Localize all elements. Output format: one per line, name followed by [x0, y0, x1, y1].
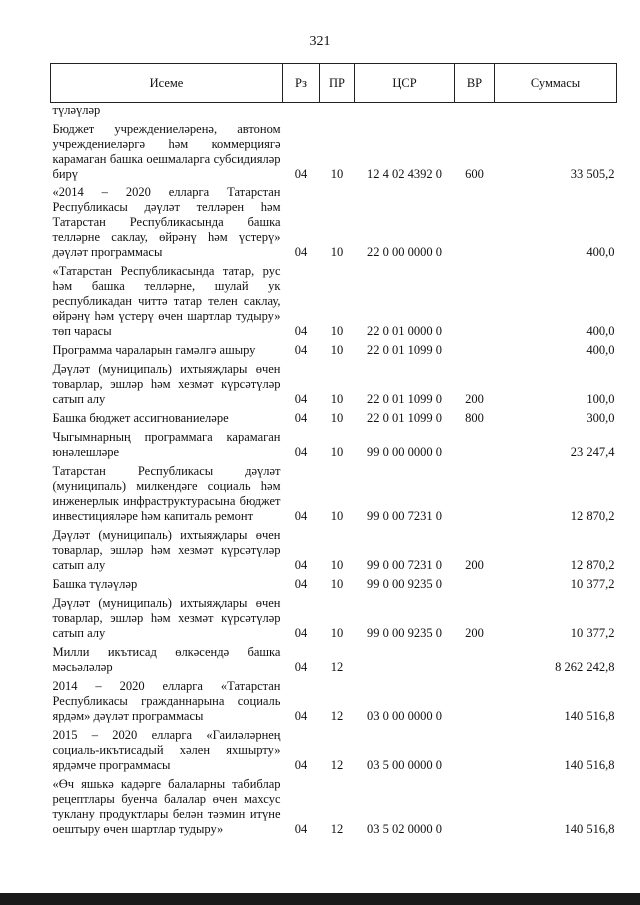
row-name: Татарстан Республикасы дәүләт (муниципаль) милкендәге социаль һәм инженерлык инфраструктурасына бюджет инвестицияләре һәм капиталь ремонт: [52, 464, 281, 523]
row-rz: 04: [294, 822, 308, 836]
row-vr: [455, 460, 495, 524]
row-csr: 22 0 01 0000 0: [367, 324, 442, 338]
header-rz: Рз: [283, 64, 320, 103]
row-csr: 22 0 00 0000 0: [367, 245, 442, 259]
row-name: Дәүләт (муниципаль) ихтыяҗлары өчен товарлар, эшләр һәм хезмәт күрсәтүләр сатып алу: [52, 596, 281, 640]
row-csr: 03 5 02 0000 0: [367, 822, 442, 836]
row-sum: 10 377,2: [570, 626, 615, 640]
row-name: Дәүләт (муниципаль) ихтыяҗлары өчен товарлар, эшләр һәм хезмәт күрсәтүләр сатып алу: [52, 362, 281, 406]
row-csr: [355, 641, 455, 675]
row-csr: 03 5 00 0000 0: [367, 758, 442, 772]
row-vr: 800: [465, 411, 484, 425]
header-csr: ЦСР: [355, 64, 455, 103]
row-vr: [455, 724, 495, 773]
row-pr: [320, 103, 355, 119]
row-rz: [283, 103, 320, 119]
row-name: 2014 – 2020 елларга «Татарстан Республикасы гражданнарына социаль ярдәм» дәүләт программасы: [52, 679, 281, 723]
row-csr: 99 0 00 0000 0: [367, 445, 442, 459]
table-row: [51, 339, 617, 358]
row-pr: 10: [330, 343, 344, 357]
row-sum: 140 516,8: [564, 758, 615, 772]
row-sum: 140 516,8: [564, 709, 615, 723]
table-row: [51, 358, 617, 407]
header-sum: Суммасы: [495, 64, 617, 103]
row-name: «2014 – 2020 елларга Татарстан Республикасы дәүләт телләрен һәм Татарстан Республикасында башка телләрне саклау, өйрәнү һәм үстерү» дәүләт программасы: [52, 185, 281, 259]
header-vr: ВР: [455, 64, 495, 103]
header-pr: ПР: [320, 64, 355, 103]
row-vr: [455, 260, 495, 339]
table-row: [51, 407, 617, 426]
row-vr: [455, 103, 495, 119]
row-name: «Татарстан Республикасында татар, рус һәм башка телләрне, шулай ук республикадан читтә татар телен саклау, өйрәнү һәм үстерү өчен шартлар тудыру» төп чарасы: [52, 264, 281, 338]
row-vr: 200: [465, 558, 484, 572]
row-rz: 04: [294, 660, 308, 674]
row-sum: 400,0: [586, 245, 615, 259]
row-vr: 200: [465, 392, 484, 406]
row-pr: 10: [330, 411, 344, 425]
row-name: түләүләр: [52, 103, 101, 117]
row-sum: 300,0: [586, 411, 615, 425]
table-row: [51, 103, 617, 119]
row-name: Башка бюджет ассигнованиеләре: [52, 411, 229, 425]
row-rz: 04: [294, 167, 308, 181]
table-header: [51, 64, 617, 103]
row-pr: 10: [330, 445, 344, 459]
table-row: [51, 675, 617, 724]
row-rz: 04: [294, 577, 308, 591]
scan-bottom-edge: [0, 893, 640, 905]
row-pr: 10: [330, 626, 344, 640]
table-row: [51, 182, 617, 260]
row-name: «Өч яшькә кадәрге балаларны табиблар рецептлары буенча балалар өчен махсус туклану продуктлары белән тәэмин итүне оештыру өчен шартлар тудыру»: [52, 777, 281, 836]
row-rz: 04: [294, 709, 308, 723]
row-sum: 400,0: [586, 324, 615, 338]
row-vr: 200: [465, 626, 484, 640]
row-name: Дәүләт (муниципаль) ихтыяҗлары өчен товарлар, эшләр һәм хезмәт күрсәтүләр сатып алу: [52, 528, 281, 572]
row-sum: 8 262 242,8: [555, 660, 615, 674]
row-rz: 04: [294, 245, 308, 259]
table-row: [51, 592, 617, 641]
row-sum: 400,0: [586, 343, 615, 357]
row-rz: 04: [294, 509, 308, 523]
row-vr: [455, 339, 495, 358]
table-body: [51, 103, 617, 838]
header-row: [51, 64, 617, 103]
table-row: [51, 773, 617, 837]
table-row: [51, 524, 617, 573]
row-sum: 100,0: [586, 392, 615, 406]
row-pr: 10: [330, 577, 344, 591]
row-sum: 12 870,2: [570, 509, 615, 523]
row-csr: 03 0 00 0000 0: [367, 709, 442, 723]
row-pr: 10: [330, 167, 344, 181]
table-row: [51, 426, 617, 460]
row-name: Милли икътисад өлкәсендә башка мәсьәләләр: [52, 645, 281, 674]
row-pr: 10: [330, 392, 344, 406]
row-rz: 04: [294, 343, 308, 357]
row-name: Чыгымнарның программага карамаган юнәлешләре: [52, 430, 281, 459]
row-csr: 99 0 00 7231 0: [367, 509, 442, 523]
row-pr: 10: [330, 558, 344, 572]
row-pr: 10: [330, 324, 344, 338]
table-row: [51, 573, 617, 592]
row-vr: [455, 573, 495, 592]
row-rz: 04: [294, 558, 308, 572]
row-sum: 33 505,2: [570, 167, 615, 181]
table-row: [51, 641, 617, 675]
row-sum: [495, 103, 617, 119]
row-name: 2015 – 2020 елларга «Гаиләләрнең социаль-икътисадый хәлен яхшырту» ярдәмче программасы: [52, 728, 281, 772]
row-name: Программа чараларын гамәлгә ашыру: [52, 343, 256, 357]
row-csr: 99 0 00 9235 0: [367, 577, 442, 591]
row-vr: [455, 641, 495, 675]
row-pr: 12: [330, 709, 344, 723]
row-vr: [455, 426, 495, 460]
row-pr: 12: [330, 758, 344, 772]
row-pr: 10: [330, 245, 344, 259]
row-csr: 22 0 01 1099 0: [367, 411, 442, 425]
row-pr: 12: [330, 822, 344, 836]
row-sum: 140 516,8: [564, 822, 615, 836]
row-csr: 99 0 00 7231 0: [367, 558, 442, 572]
header-name: Исеме: [51, 64, 283, 103]
budget-table: [50, 63, 617, 837]
row-vr: 600: [465, 167, 484, 181]
row-name: Бюджет учреждениеләренә, автоном учреждениеләргә һәм коммерциягә карамаган башка оешмаларга субсидияләр бирү: [52, 122, 281, 181]
row-rz: 04: [294, 411, 308, 425]
row-pr: 10: [330, 509, 344, 523]
table-row: [51, 460, 617, 524]
row-name: Башка түләүләр: [52, 577, 138, 591]
row-csr: 12 4 02 4392 0: [367, 167, 442, 181]
page-number: 321: [309, 34, 331, 49]
row-csr: [355, 103, 455, 119]
row-pr: 12: [330, 660, 344, 674]
row-rz: 04: [294, 392, 308, 406]
table-row: [51, 260, 617, 339]
row-vr: [455, 182, 495, 260]
row-rz: 04: [294, 626, 308, 640]
row-sum: 23 247,4: [570, 445, 615, 459]
row-csr: 22 0 01 1099 0: [367, 343, 442, 357]
table-row: [51, 724, 617, 773]
row-rz: 04: [294, 445, 308, 459]
row-rz: 04: [294, 324, 308, 338]
table-row: [51, 118, 617, 182]
row-vr: [455, 675, 495, 724]
row-vr: [455, 773, 495, 837]
row-csr: 22 0 01 1099 0: [367, 392, 442, 406]
row-csr: 99 0 00 9235 0: [367, 626, 442, 640]
row-sum: 12 870,2: [570, 558, 615, 572]
row-rz: 04: [294, 758, 308, 772]
row-sum: 10 377,2: [570, 577, 615, 591]
